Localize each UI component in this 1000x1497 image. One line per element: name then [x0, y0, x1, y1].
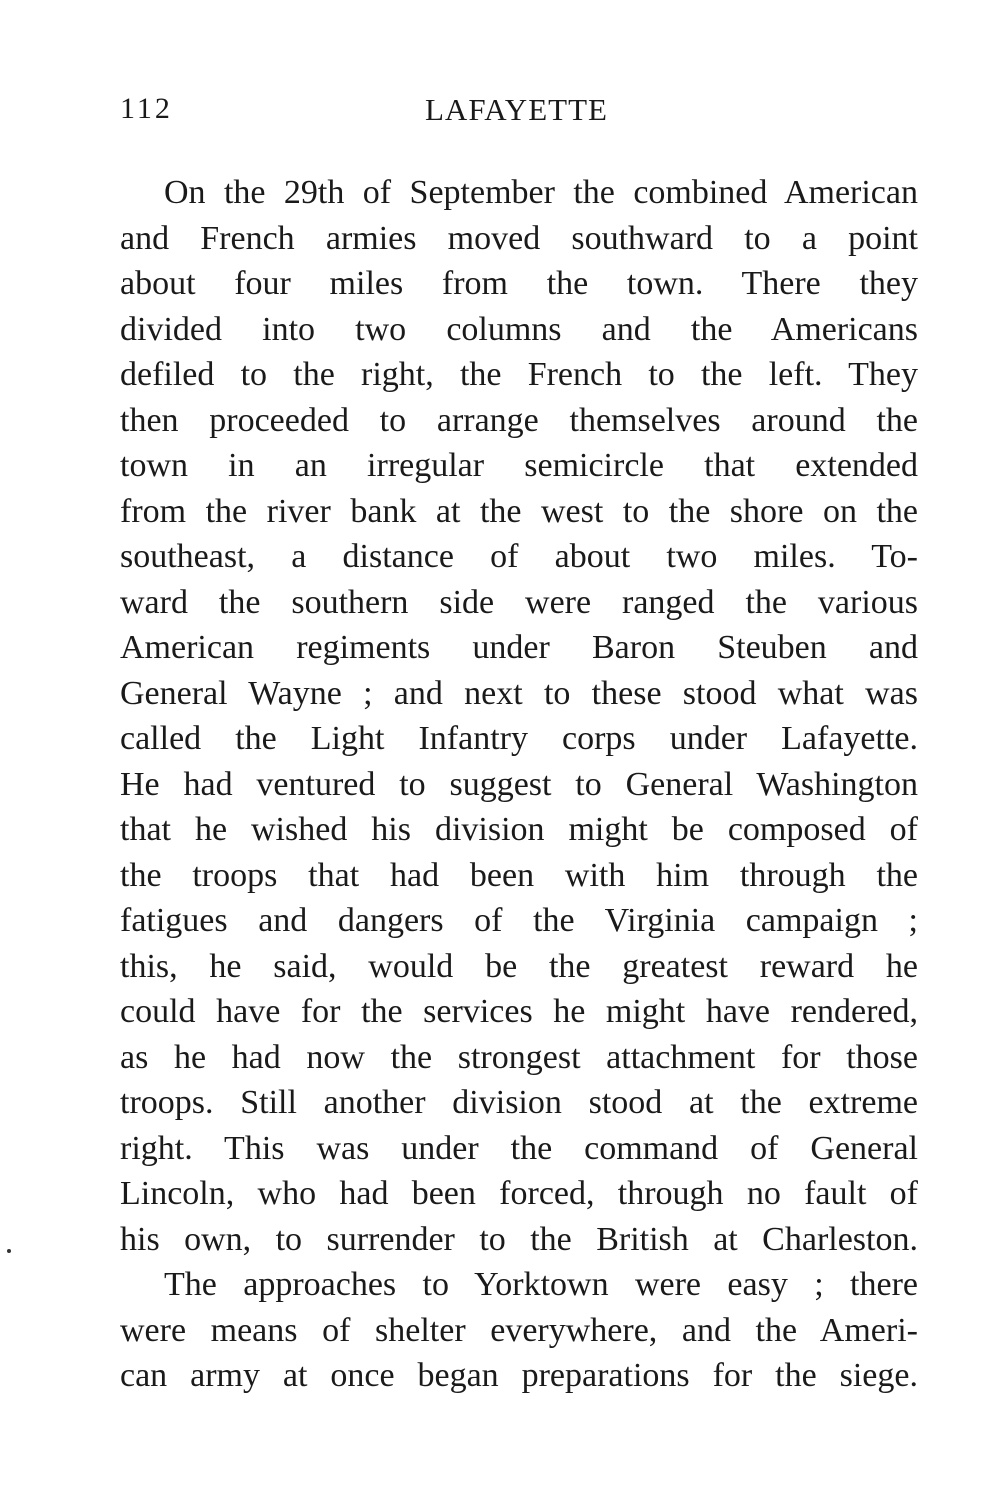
text-line: General Wayne ; and next to these stood what was — [120, 674, 918, 712]
page-number: 112 — [120, 92, 173, 125]
text-line: defiled to the right, the French to the left. They — [120, 356, 918, 393]
text-line: can army at once began preparations for the siege. — [120, 1357, 918, 1394]
text-line: divided into two columns and the Americans — [120, 310, 918, 348]
text-line: and French armies moved southward to a point — [120, 219, 918, 257]
paragraph — [120, 170, 918, 1262]
text-line: ward the southern side were ranged the various — [120, 583, 918, 621]
text-line: The approaches to Yorktown were easy ; there — [164, 1266, 918, 1303]
running-title: LAFAYETTE — [425, 92, 608, 127]
text-line: from the river bank at the west to the shore on the — [120, 492, 918, 530]
text-line: Lincoln, who had been forced, through no fault of — [120, 1175, 918, 1212]
text-line: this, he said, would be the greatest reward he — [120, 947, 918, 985]
text-line: fatigues and dangers of the Virginia campaign ; — [120, 902, 918, 939]
text-line: could have for the services he might have rendered, — [120, 993, 918, 1030]
text-line: troops. Still another division stood at the extreme — [120, 1084, 918, 1121]
paragraph — [120, 1262, 918, 1399]
text-line: American regiments under Baron Steuben and — [120, 629, 918, 666]
margin-speck — [7, 1249, 11, 1253]
text-line: the troops that had been with him through the — [120, 856, 918, 894]
text-line: about four miles from the town. There they — [120, 265, 918, 302]
text-line: then proceeded to arrange themselves around the — [120, 401, 918, 439]
text-line: On the 29th of September the combined American — [164, 174, 918, 211]
text-line: were means of shelter everywhere, and the Ameri- — [120, 1311, 918, 1349]
text-line: called the Light Infantry corps under Lafayette. — [120, 720, 918, 757]
text-line: right. This was under the command of General — [120, 1129, 918, 1167]
text-line: his own, to surrender to the British at Charleston. — [120, 1220, 918, 1258]
text-line: southeast, a distance of about two miles. To- — [120, 538, 918, 575]
text-line: town in an irregular semicircle that extended — [120, 447, 918, 484]
body-text — [120, 170, 918, 1399]
running-head — [120, 92, 920, 142]
text-line: He had ventured to suggest to General Washington — [120, 765, 918, 803]
text-line: that he wished his division might be composed of — [120, 811, 918, 848]
text-line: as he had now the strongest attachment for those — [120, 1038, 918, 1076]
